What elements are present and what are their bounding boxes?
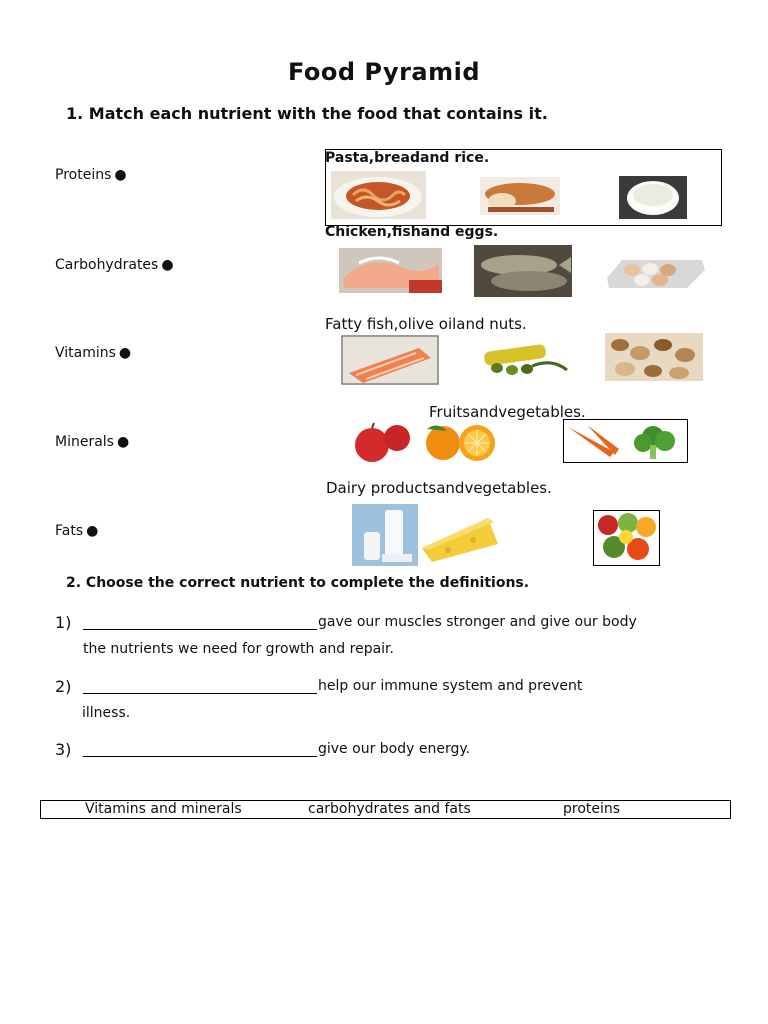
nutrient-label: Carbohydrates: [55, 257, 159, 273]
match-dot[interactable]: ●: [116, 434, 130, 450]
definition-2-number: 2): [55, 677, 72, 696]
match-dot[interactable]: ●: [161, 257, 174, 273]
definition-1-text-cont: the nutrients we need for growth and repair.: [83, 641, 394, 657]
word-bank-option-carbohydrates[interactable]: carbohydrates and fats: [308, 801, 471, 817]
nutrient-vitamins[interactable]: [55, 345, 131, 361]
definition-2-text-cont: illness.: [82, 705, 131, 721]
nuts-image: [605, 333, 703, 381]
definition-2-text: help our immune system and prevent: [318, 678, 583, 694]
nutrient-label: Fats: [55, 523, 84, 539]
match-dot[interactable]: ●: [86, 523, 99, 539]
food-group-label-pasta: Pasta,breadand rice.: [325, 150, 490, 166]
definition-1-text: gave our muscles stronger and give our body: [318, 614, 637, 630]
bread-image: [480, 177, 560, 215]
nutrient-fats[interactable]: [55, 523, 98, 539]
nutrient-proteins[interactable]: [55, 167, 127, 183]
nutrient-label: Minerals: [55, 434, 114, 450]
definition-3-blank[interactable]: [83, 756, 317, 757]
nutrient-label: Proteins: [55, 167, 112, 183]
match-dot[interactable]: ●: [114, 167, 127, 183]
food-group-label-dairy: Dairy productsandvegetables.: [326, 479, 552, 497]
olive-oil-image: [472, 336, 572, 378]
nutrient-label: Vitamins: [55, 345, 116, 361]
word-bank-option-proteins[interactable]: proteins: [563, 801, 621, 817]
whole-fish-image: [474, 245, 572, 297]
question-2: 2. Choose the correct nutrient to complete the definitions.: [66, 575, 530, 591]
definition-3-text: give our body energy.: [318, 741, 471, 757]
mixed-produce-image: [594, 511, 658, 564]
food-group-label-fatty-fish: Fatty fish,olive oiland nuts.: [325, 315, 527, 333]
question-1: 1. Match each nutrient with the food that contains it.: [66, 104, 548, 123]
match-dot[interactable]: ●: [118, 345, 132, 361]
page-title: Food Pyramid: [287, 58, 481, 86]
pasta-image: [331, 171, 426, 219]
fish-fillet-image: [339, 248, 442, 293]
rice-image: [619, 176, 687, 219]
definition-2-blank[interactable]: [83, 693, 317, 694]
eggs-image: [602, 253, 708, 293]
food-group-label-fruits: Fruitsandvegetables.: [429, 403, 586, 421]
apples-image: [350, 421, 415, 463]
nutrient-minerals[interactable]: [55, 434, 129, 450]
food-group-label-chicken: Chicken,fishand eggs.: [325, 224, 499, 240]
word-bank: [40, 800, 731, 819]
oranges-image: [417, 421, 504, 463]
cheese-image: [418, 504, 502, 566]
definition-3-number: 3): [55, 740, 72, 759]
word-bank-option-vitamins[interactable]: Vitamins and minerals: [85, 801, 242, 817]
salmon-image: [341, 335, 439, 385]
milk-image: [352, 504, 418, 566]
definition-1-blank[interactable]: [83, 629, 317, 630]
definition-1-number: 1): [55, 613, 72, 632]
carrots-broccoli-image: [565, 421, 685, 461]
nutrient-carbohydrates[interactable]: [55, 257, 174, 273]
